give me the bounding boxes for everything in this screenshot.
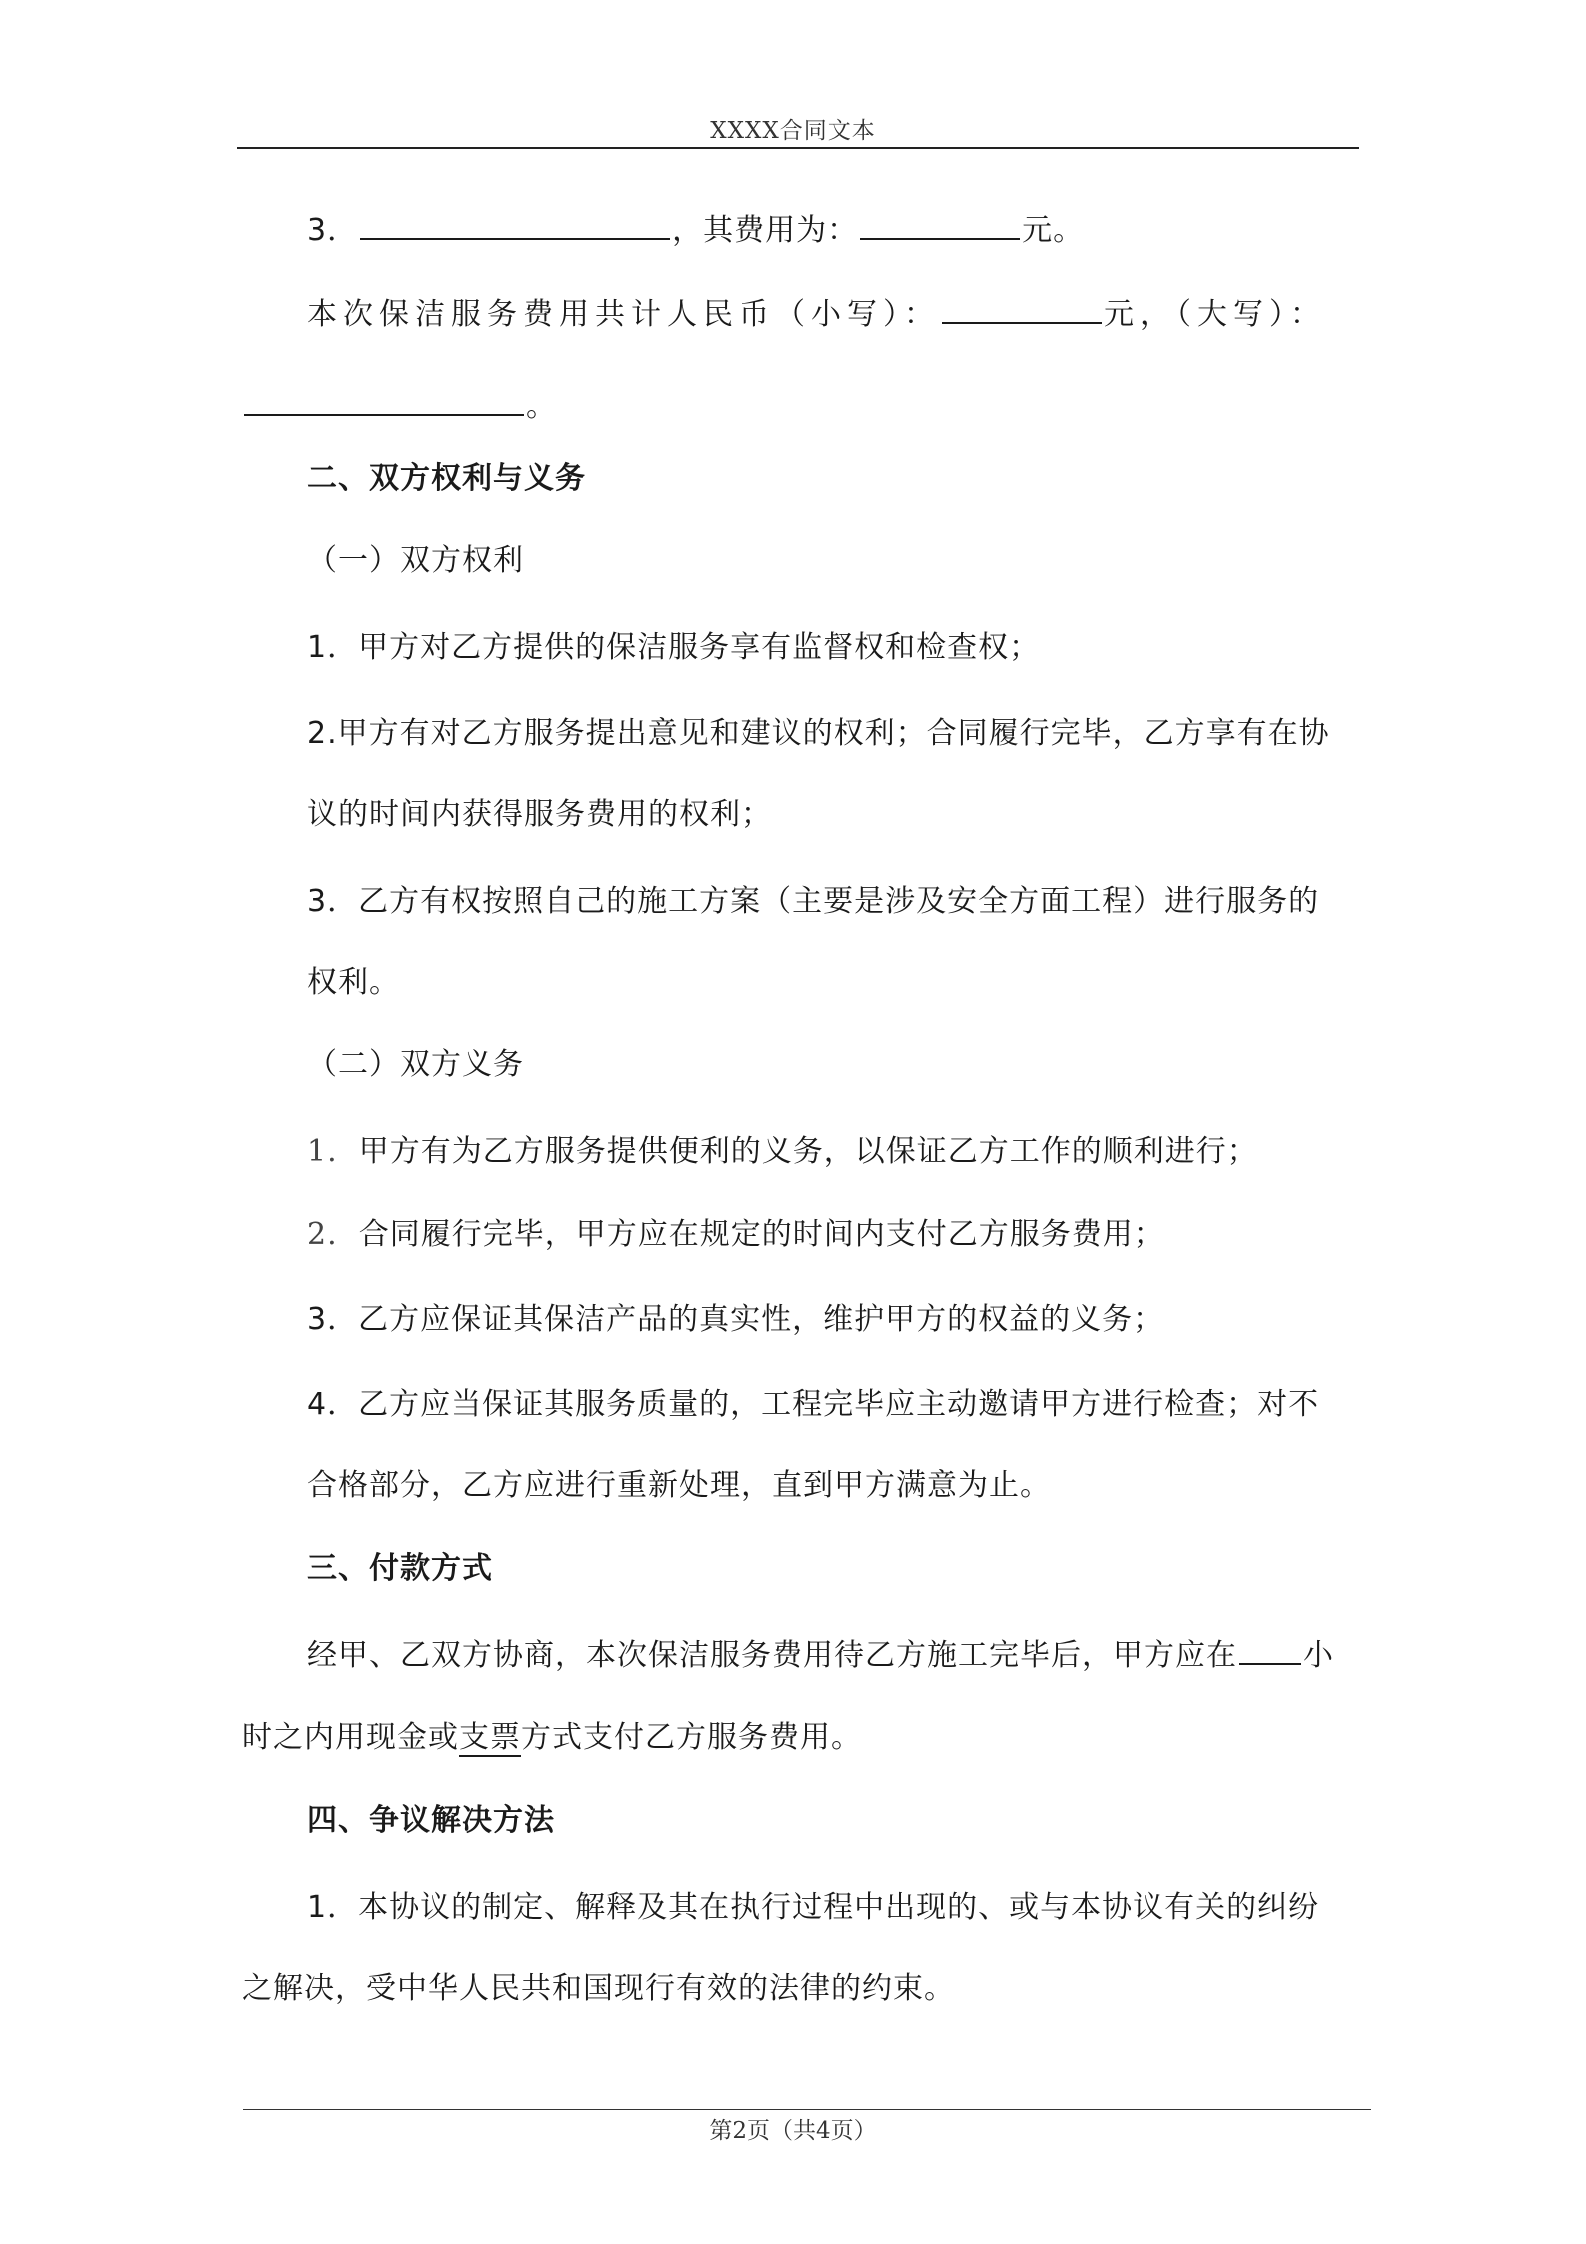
section-heading-payment: 三、付款方式 bbox=[307, 1551, 493, 1586]
page-header-title: XXXX合同文本 bbox=[710, 118, 876, 144]
fee-item-label: ，其费用为： bbox=[672, 213, 859, 248]
rights-item-3-line-2: 权利。 bbox=[307, 965, 400, 1000]
page-number: 第2页（共4页） bbox=[709, 2118, 877, 2144]
total-fee-capital-label: 元，（大写）： bbox=[1104, 297, 1326, 332]
dispute-item-1-line-1: 1．本协议的制定、解释及其在执行过程中出现的、或与本协议有关的纠纷 bbox=[307, 1890, 1320, 1925]
obligations-item-1-number: 1. bbox=[307, 1134, 338, 1169]
payment-method-cheque: 支票 bbox=[459, 1720, 521, 1755]
dispute-item-1-line-2: 之解决，受中华人民共和国现行有效的法律的约束。 bbox=[242, 1971, 955, 2006]
subsection-heading-obligations: （二）双方义务 bbox=[307, 1047, 524, 1082]
fee-item-amount-blank bbox=[860, 208, 1020, 240]
total-fee-capital-blank bbox=[244, 384, 524, 416]
payment-method-prefix: 时之内用现金或 bbox=[242, 1720, 459, 1755]
total-fee-small-blank bbox=[942, 292, 1102, 324]
header-divider bbox=[237, 147, 1359, 149]
fee-item-number: 3． bbox=[307, 213, 359, 248]
fee-item-3-line bbox=[307, 208, 1084, 252]
rights-item-1: 1．甲方对乙方提供的保洁服务享有监督权和检查权； bbox=[307, 630, 1041, 665]
total-fee-capital-line bbox=[242, 384, 557, 428]
payment-method-suffix: 方式支付乙方服务费用。 bbox=[521, 1720, 862, 1755]
obligations-item-1-text: 甲方有为乙方服务提供便利的义务，以保证乙方工作的顺利进行； bbox=[358, 1134, 1258, 1169]
payment-clause-line-2 bbox=[242, 1716, 862, 1760]
subsection-heading-rights: （一）双方权利 bbox=[307, 543, 524, 578]
rights-item-3-line-1: 3．乙方有权按照自己的施工方案（主要是涉及安全方面工程）进行服务的 bbox=[307, 884, 1320, 919]
obligations-item-4-line-1: 4．乙方应当保证其服务质量的，工程完毕应主动邀请甲方进行检查；对不 bbox=[307, 1387, 1320, 1422]
section-heading-rights-obligations: 二、双方权利与义务 bbox=[307, 461, 586, 496]
rights-item-2-line-1: 2.甲方有对乙方服务提出意见和建议的权利；合同履行完毕，乙方享有在协 bbox=[307, 716, 1330, 751]
payment-clause-unit: 小 bbox=[1303, 1638, 1334, 1673]
total-fee-label: 本次保洁服务费用共计人民币（小写）： bbox=[307, 297, 940, 332]
payment-clause-text: 经甲、乙双方协商，本次保洁服务费用待乙方施工完毕后，甲方应在 bbox=[307, 1638, 1237, 1673]
obligations-item-1 bbox=[307, 1130, 1258, 1174]
total-fee-line bbox=[307, 292, 1326, 336]
fee-item-unit: 元。 bbox=[1022, 213, 1085, 248]
payment-hours-blank bbox=[1239, 1633, 1301, 1665]
obligations-item-2-text: 合同履行完毕，甲方应在规定的时间内支付乙方服务费用； bbox=[358, 1217, 1165, 1252]
obligations-item-2 bbox=[307, 1213, 1165, 1257]
rights-item-2-line-2: 议的时间内获得服务费用的权利； bbox=[307, 797, 772, 832]
payment-clause-line-1 bbox=[307, 1633, 1334, 1677]
fee-item-name-blank bbox=[360, 208, 670, 240]
obligations-item-3: 3．乙方应保证其保洁产品的真实性，维护甲方的权益的义务； bbox=[307, 1302, 1165, 1337]
section-heading-dispute: 四、争议解决方法 bbox=[307, 1803, 555, 1838]
footer-divider bbox=[243, 2109, 1371, 2110]
obligations-item-4-line-2: 合格部分，乙方应进行重新处理，直到甲方满意为止。 bbox=[307, 1468, 1051, 1503]
total-fee-end: 。 bbox=[526, 389, 557, 424]
obligations-item-2-number: 2. bbox=[307, 1217, 338, 1252]
